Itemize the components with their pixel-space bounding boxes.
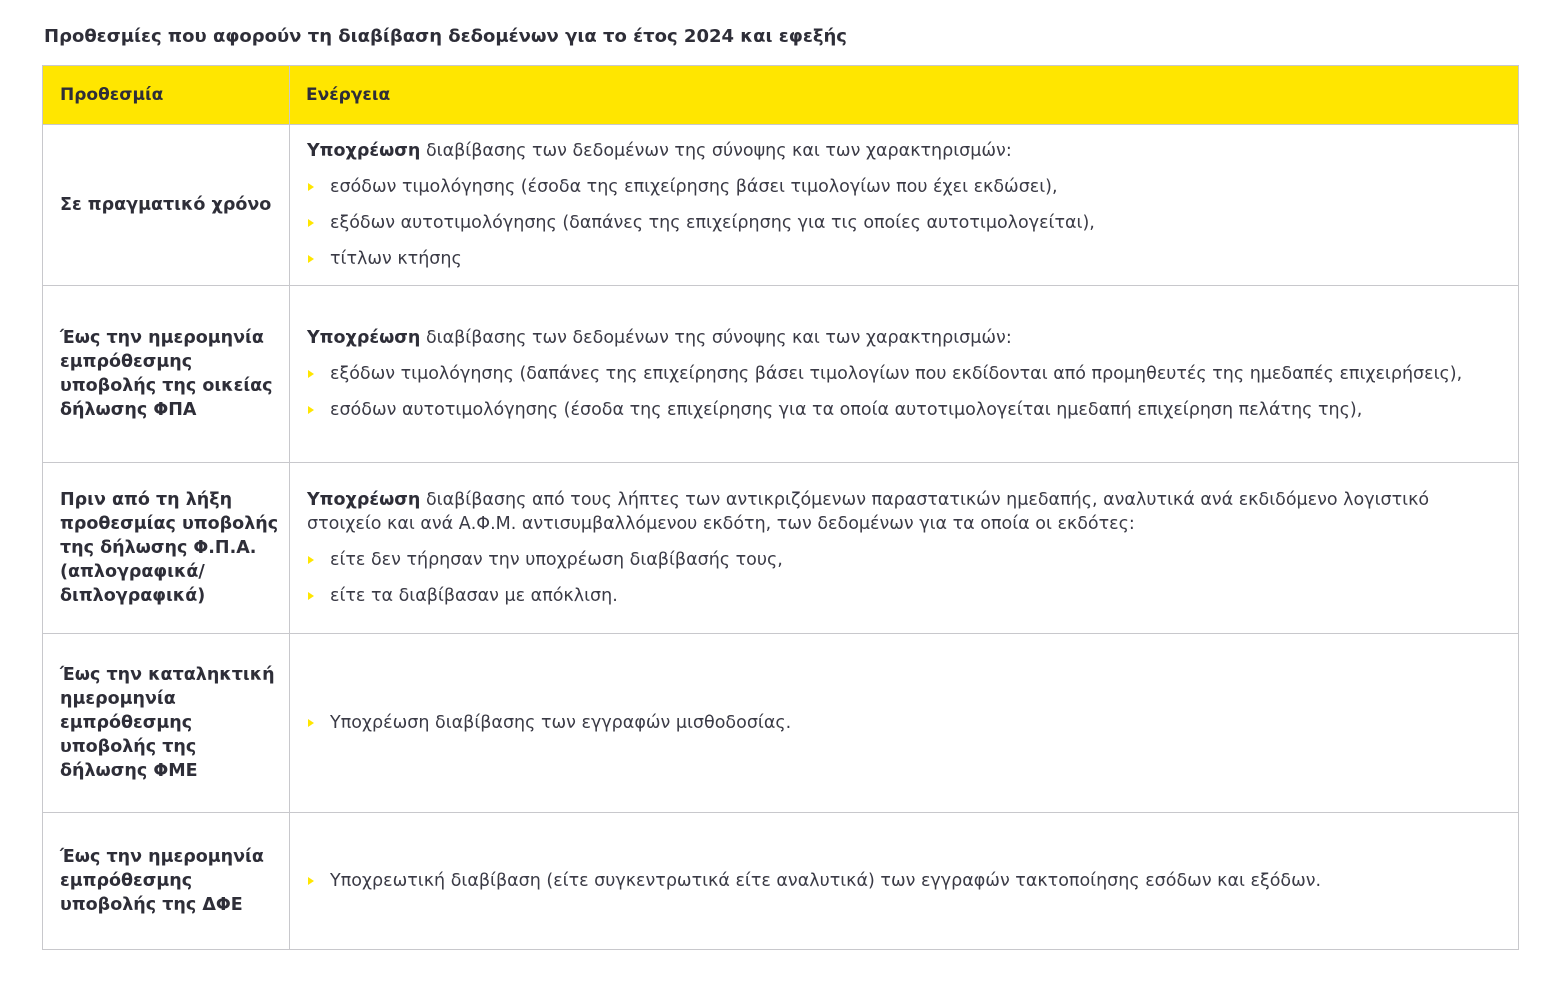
action-intro	[307, 139, 1502, 163]
list-item-text: είτε δεν τήρησαν την υποχρέωση διαβίβασής τους,	[330, 550, 783, 570]
triangle-bullet-icon	[308, 183, 314, 191]
triangle-bullet-icon	[308, 592, 314, 600]
table-row	[43, 634, 1519, 813]
header-deadline: Προθεσμία	[43, 66, 290, 125]
intro-bold: Υποχρέωση	[307, 141, 421, 161]
header-action: Ενέργεια	[290, 66, 1519, 125]
bullet-list	[307, 548, 1502, 608]
triangle-bullet-icon	[308, 255, 314, 263]
page-title: Προθεσμίες που αφορούν τη διαβίβαση δεδομένων για το έτος 2024 και εφεξής	[44, 26, 847, 47]
deadline-cell: Έως την ημερομηνία εμπρόθεσμης υποβολής της ΔΦΕ	[43, 813, 290, 950]
deadline-cell: Έως την καταληκτική ημερομηνία εμπρόθεσμης υποβολής της δήλωσης ΦΜΕ	[43, 634, 290, 813]
table-row	[43, 813, 1519, 950]
deadline-cell: Πριν από τη λήξη προθεσμίας υποβολής της δήλωσης Φ.Π.Α. (απλογραφικά/ διπλογραφικά)	[43, 463, 290, 634]
bullet-list	[307, 362, 1502, 422]
list-item-text: τίτλων κτήσης	[330, 249, 462, 269]
intro-text: διαβίβασης των δεδομένων της σύνοψης και των χαρακτηρισμών:	[420, 141, 1012, 161]
list-item	[307, 584, 1502, 608]
intro-text: διαβίβασης των δεδομένων της σύνοψης και των χαρακτηρισμών:	[420, 328, 1012, 348]
triangle-bullet-icon	[308, 877, 314, 885]
action-cell	[290, 125, 1519, 286]
deadline-cell: Σε πραγματικό χρόνο	[43, 125, 290, 286]
list-item	[307, 247, 1502, 271]
list-item-text: εσόδων τιμολόγησης (έσοδα της επιχείρησης βάσει τιμολογίων που έχει εκδώσει),	[330, 177, 1058, 197]
list-item	[307, 869, 1502, 893]
list-item	[307, 175, 1502, 199]
intro-text: διαβίβασης από τους λήπτες των αντικριζόμενων παραστατικών ημεδαπής, αναλυτικά ανά εκδιδόμενο λογιστικό στοιχείο και ανά Α.Φ.Μ. αντισυμβαλλόμενου εκδότη, των δεδομένων για τα οποία οι εκδότες:	[307, 490, 1430, 534]
deadlines-table	[42, 65, 1519, 950]
list-item-text: είτε τα διαβίβασαν με απόκλιση.	[330, 586, 618, 606]
table-row	[43, 463, 1519, 634]
table-row	[43, 286, 1519, 463]
list-item-text: Υποχρέωση διαβίβασης των εγγραφών μισθοδοσίας.	[330, 713, 792, 733]
triangle-bullet-icon	[308, 219, 314, 227]
list-item	[307, 548, 1502, 572]
triangle-bullet-icon	[308, 556, 314, 564]
table-header-row	[43, 66, 1519, 125]
triangle-bullet-icon	[308, 719, 314, 727]
triangle-bullet-icon	[308, 370, 314, 378]
list-item-text: εσόδων αυτοτιμολόγησης (έσοδα της επιχείρησης για τα οποία αυτοτιμολογείται ημεδαπή επιχείρηση πελάτης της),	[330, 400, 1363, 420]
bullet-list	[307, 711, 1502, 735]
list-item-text: εξόδων τιμολόγησης (δαπάνες της επιχείρησης βάσει τιμολογίων που εκδίδονται από προμηθευτές της ημεδαπές επιχειρήσεις),	[330, 364, 1463, 384]
table-row	[43, 125, 1519, 286]
deadline-cell: Έως την ημερομηνία εμπρόθεσμης υποβολής της οικείας δήλωσης ΦΠΑ	[43, 286, 290, 463]
triangle-bullet-icon	[308, 406, 314, 414]
list-item-text: εξόδων αυτοτιμολόγησης (δαπάνες της επιχείρησης για τις οποίες αυτοτιμολογείται),	[330, 213, 1095, 233]
intro-bold: Υποχρέωση	[307, 328, 421, 348]
list-item	[307, 711, 1502, 735]
action-cell	[290, 634, 1519, 813]
list-item	[307, 398, 1502, 422]
action-intro	[307, 488, 1502, 536]
bullet-list	[307, 175, 1502, 271]
list-item	[307, 211, 1502, 235]
list-item	[307, 362, 1502, 386]
list-item-text: Υποχρεωτική διαβίβαση (είτε συγκεντρωτικά είτε αναλυτικά) των εγγραφών τακτοποίησης εσόδων και εξόδων.	[330, 871, 1322, 891]
action-cell	[290, 463, 1519, 634]
action-cell	[290, 286, 1519, 463]
action-cell	[290, 813, 1519, 950]
bullet-list	[307, 869, 1502, 893]
action-intro	[307, 326, 1502, 350]
intro-bold: Υποχρέωση	[307, 490, 421, 510]
